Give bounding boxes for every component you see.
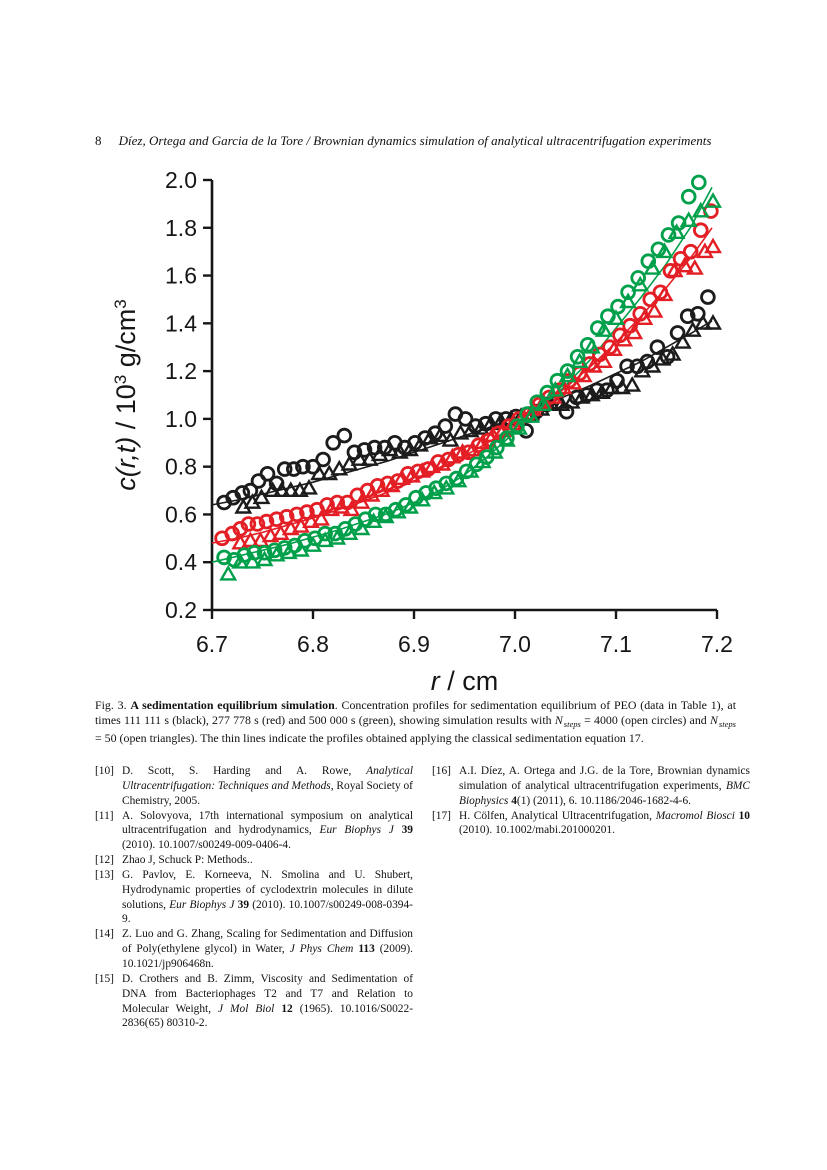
- reference-item: [95, 927, 413, 972]
- x-tick-label: 6.8: [297, 631, 329, 657]
- y-tick-label: 0.4: [165, 549, 197, 576]
- reference-item: [95, 809, 413, 854]
- y-tick-label: 1.8: [165, 214, 197, 241]
- text-run: (1965). 10.1016/S0022-2836(65) 80310-2.: [122, 1002, 413, 1030]
- reference-label: [14]: [95, 928, 114, 941]
- text-run: J Phys Chem: [289, 943, 354, 956]
- text-run: J Mol Biol: [218, 1002, 275, 1015]
- text-run: 10: [738, 809, 750, 822]
- data-point-triangle: [688, 262, 702, 274]
- text-run: 4: [511, 794, 517, 807]
- series-black-triangles: [236, 316, 720, 512]
- text-run: A sedimentation equilibrium simulation: [130, 698, 335, 712]
- y-tick-label: 1.4: [165, 310, 197, 337]
- reference-label: [13]: [95, 868, 114, 881]
- text-run: A. Solovyova, 17th international symposium on analytical ultracentrifugation and hydrodynamics,: [122, 809, 413, 837]
- text-run: steps: [563, 718, 581, 729]
- text-run: Z. Luo and G. Zhang, Scaling for Sedimentation and Diffusion of Poly(ethylene glycol) in Water,: [122, 928, 413, 956]
- text-run: [394, 824, 402, 836]
- x-tick-label: 6.9: [398, 631, 430, 657]
- references-column-right: [432, 764, 750, 1031]
- text-run: 39: [401, 824, 413, 837]
- text-run: (2009). 10.1021/jp906468n.: [122, 943, 413, 970]
- series-red-circles: [216, 205, 718, 545]
- reference-item: [95, 972, 413, 1031]
- y-tick-label: 0.6: [165, 501, 197, 528]
- text-run: Zhao J, Schuck P: Methods..: [122, 854, 253, 867]
- reference-label: [15]: [95, 972, 114, 985]
- reference-item: [95, 764, 413, 809]
- figure-caption: [95, 698, 736, 746]
- text-run: . Concentration profiles for sedimentation equilibrium of PEO (data in Table 1), at times 111 111 s (black), 277 778 s (red) and 500 000 s (green), showing simulation results with: [95, 698, 737, 727]
- x-tick-label: 7.1: [600, 631, 632, 657]
- text-run: = 4000 (open circles) and: [580, 712, 710, 727]
- data-point-triangle: [625, 379, 639, 391]
- text-run: Eur Biophys J: [319, 824, 394, 837]
- text-run: D. Scott, S. Harding and A. Rowe,: [122, 765, 367, 777]
- reference-label: [10]: [95, 765, 114, 777]
- y-tick-label: 1.6: [165, 262, 197, 289]
- text-run: D. Crothers and B. Zimm, Viscosity and Sedimentation of DNA from Bacteriophages T2 and T7 and Relation to Molecular Weight,: [122, 972, 413, 1015]
- y-tick-label: 1.2: [165, 358, 197, 385]
- y-axis-title: $c(r,t) / 10^3$ $g/cm^3$: [111, 299, 141, 491]
- text-run: Fig. 3.: [95, 698, 131, 712]
- x-tick-label: 7.0: [499, 631, 531, 657]
- data-point-circle: [338, 429, 351, 442]
- reference-item: [432, 764, 750, 809]
- data-point-triangle: [302, 481, 316, 493]
- reference-label: [11]: [95, 809, 114, 822]
- y-tick-label: 0.2: [165, 597, 197, 623]
- text-run: Analytical Ultracentrifugation: Techniques and Methods: [122, 765, 413, 792]
- data-point-circle: [317, 453, 330, 466]
- text-run: 113: [358, 943, 375, 956]
- text-run: N: [709, 712, 718, 727]
- text-run: = 50 (open triangles). The thin lines indicate the profiles obtained applying the classical sedimentation equation 17.: [95, 731, 644, 746]
- text-run: 12: [281, 1002, 293, 1015]
- text-run: (2010). 10.1007/s00249-009-0406-4.: [122, 839, 291, 852]
- x-axis-title: r / cm: [430, 666, 499, 696]
- data-point-circle: [682, 190, 695, 203]
- reference-item: [95, 853, 413, 868]
- reference-item: [95, 868, 413, 927]
- y-tick-label: 1.0: [165, 405, 197, 432]
- references-column-left: [95, 764, 413, 1031]
- x-tick-label: 7.2: [701, 631, 733, 657]
- text-run: H. Cölfen, Analytical Ultracentrifugation,: [459, 809, 656, 822]
- y-tick-label: 2.0: [165, 167, 197, 193]
- data-point-triangle: [706, 240, 720, 252]
- references-section: [95, 764, 750, 1031]
- data-point-circle: [692, 176, 705, 189]
- x-tick-label: 6.7: [196, 631, 228, 657]
- data-point-triangle: [706, 316, 720, 328]
- text-run: 39: [237, 898, 250, 911]
- text-run: , Royal Society of Chemistry, 2005.: [122, 779, 413, 807]
- text-run: (2010). 10.1007/s00249-008-0394-9.: [122, 898, 413, 926]
- text-run: N: [554, 712, 563, 727]
- text-run: BMC Biophysics: [459, 779, 750, 807]
- text-run: G. Pavlov, E. Korneeva, N. Smolina and U. Shubert, Hydrodynamic properties of cyclodextrin molecules in dilute solutions,: [122, 868, 413, 911]
- y-tick-label: 0.8: [165, 453, 197, 480]
- series-red-triangles: [233, 240, 720, 548]
- text-run: Eur Biophys J: [169, 898, 235, 911]
- text-run: steps: [718, 718, 736, 729]
- text-run: Macromol Biosci: [655, 809, 735, 822]
- data-point-circle: [702, 291, 715, 304]
- data-point-triangle: [221, 567, 235, 579]
- data-point-triangle: [676, 336, 690, 348]
- text-run: (2010). 10.1002/mabi.201000201.: [459, 824, 615, 837]
- text-run: A.I. Díez, A. Ortega and J.G. de la Tore, Brownian dynamics simulation of analytical ultracentrifugation experiments,: [459, 765, 750, 792]
- running-title: Díez, Ortega and Garcia de la Tore / Brownian dynamics simulation of analytical ultracentrifugation experiments: [118, 133, 712, 148]
- reference-label: [17]: [432, 809, 451, 822]
- reference-item: [432, 809, 750, 839]
- reference-label: [16]: [432, 765, 451, 777]
- text-run: (1) (2011), 6. 10.1186/2046-1682-4-6.: [516, 794, 692, 807]
- reference-label: [12]: [95, 854, 114, 867]
- page-number: 8: [95, 133, 102, 148]
